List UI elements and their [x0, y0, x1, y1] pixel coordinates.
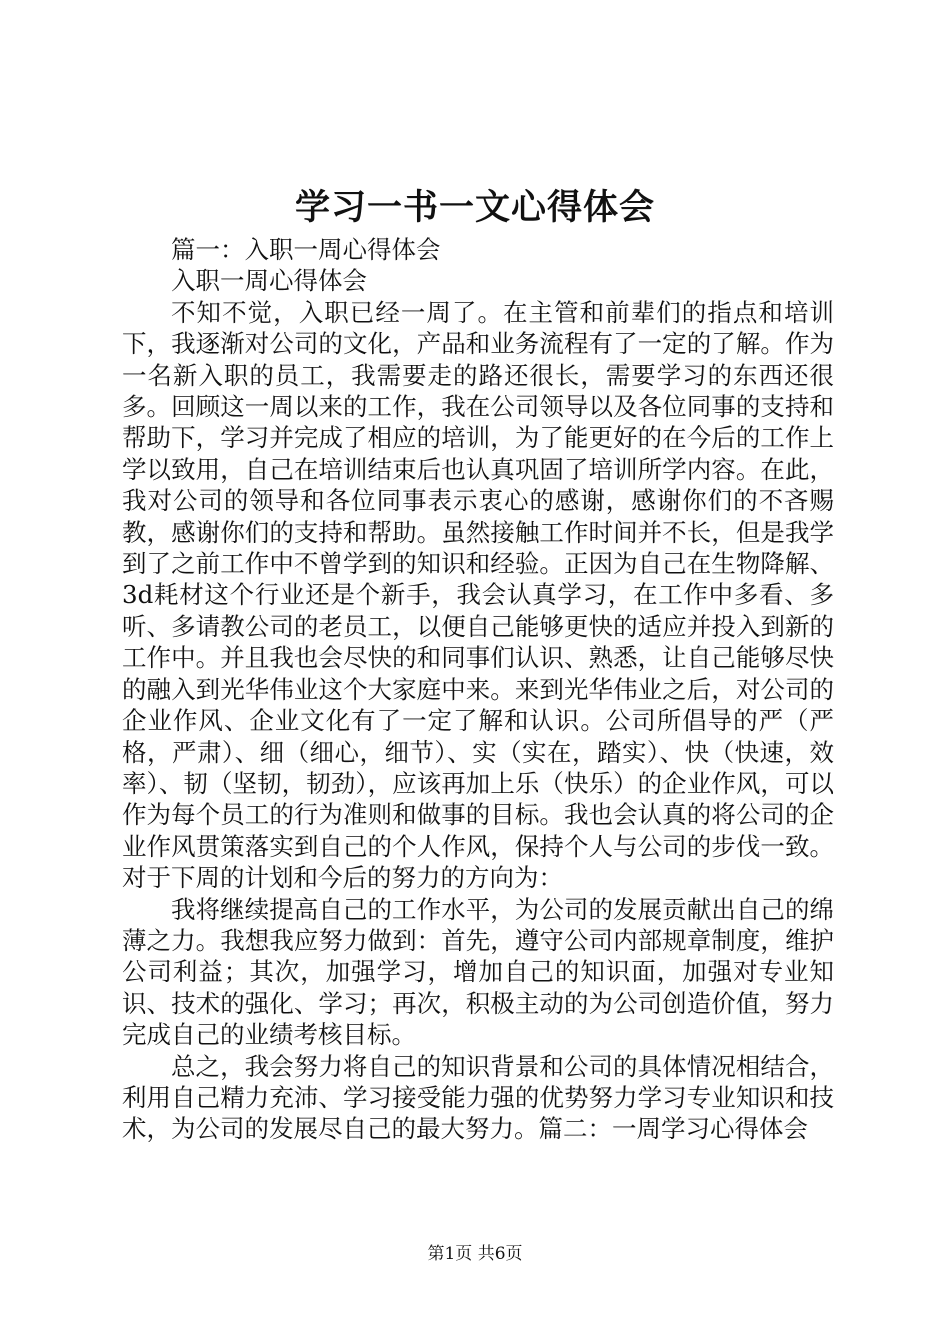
body-paragraph-3: 总之，我会努力将自己的知识背景和公司的具体情况相结合，利用自己精力充沛、学习接受能力强的优势努力学习专业知识和技术，为公司的发展尽自己的最大努力。篇二：一周学习心得体会 — [122, 1051, 834, 1144]
body-paragraph-1: 不知不觉，入职已经一周了。在主管和前辈们的指点和培训下，我逐渐对公司的文化，产品和业务流程有了一定的了解。作为一名新入职的员工，我需要走的路还很长，需要学习的东西还很多。回顾这一周以来的工作，我在公司领导以及各位同事的支持和帮助下，学习并完成了相应的培训，为了能更好的在今后的工作上学以致用，自己在培训结束后也认真巩固了培训所学内容。在此，我对公司的领导和各位同事表示衷心的感谢，感谢你们的不吝赐教，感谢你们的支持和帮助。虽然接触工作时间并不长，但是我学到了之前工作中不曾学到的知识和经验。正因为自己在生物降解、3d耗材这个行业还是个新手，我会认真学习，在工作中多看、多听、多请教公司的老员工，以便自己能够更快的适应并投入到新的工作中。并且我也会尽快的和同事们认识、熟悉，让自己能够尽快的融入到光华伟业这个大家庭中来。来到光华伟业之后，对公司的企业作风、企业文化有了一定了解和认识。公司所倡导的严（严格，严肃）、细（细心，细节）、实（实在，踏实）、快（快速，效率）、韧（坚韧，韧劲），应该再加上乐（快乐）的企业作风，可以作为每个员工的行为准则和做事的目标。我也会认真的将公司的企业作风贯策落实到自己的个人作风，保持个人与公司的步伐一致。对于下周的计划和今后的努力的方向为： — [122, 297, 834, 893]
document-title: 学习一书一文心得体会 — [294, 187, 655, 228]
body-paragraph-2: 我将继续提高自己的工作水平，为公司的发展贡献出自己的绵薄之力。我想我应努力做到：首先，遵守公司内部规章制度，维护公司利益；其次，加强学习，增加自己的知识面，加强对专业知识、技术的强化、学习；再次，积极主动的为公司创造价值，努力完成自己的业绩考核目标。 — [122, 894, 834, 1050]
document-body — [122, 234, 834, 1145]
article-subtitle: 入职一周心得体会 — [171, 266, 367, 296]
page-number-footer: 第1页 共6页 — [427, 1244, 523, 1264]
section-heading: 篇一：入职一周心得体会 — [171, 235, 441, 264]
